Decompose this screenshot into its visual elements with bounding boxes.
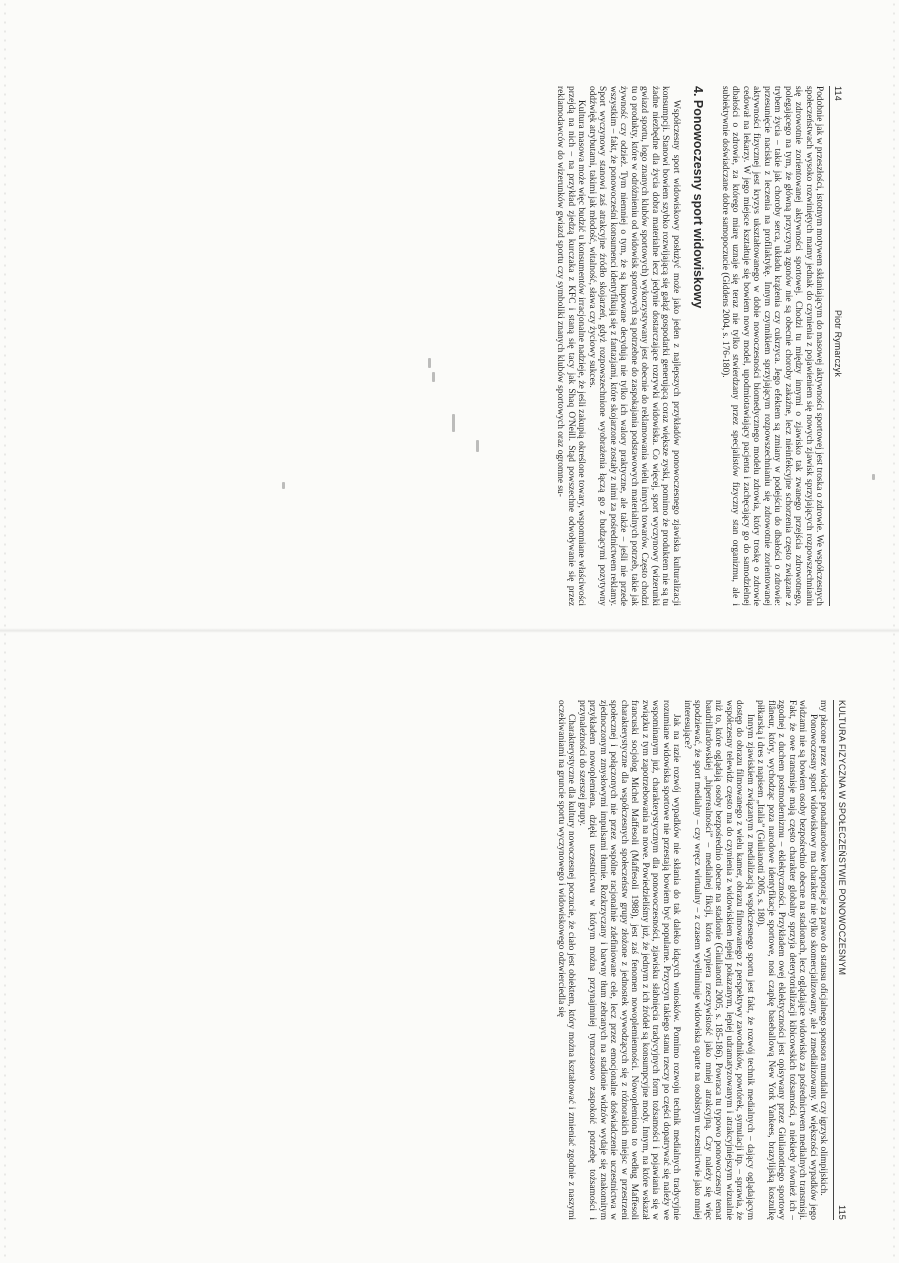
page-header (830, 86, 844, 606)
paragraph: Podobnie jak w przeszłości, istotnym motywem skłaniającym do masowej aktywności sportowej jest troska o zdrowie. We współczesnych społeczeństwach wysoko rozwiniętych mamy jednak do czynienia z pojawieniem się nowych zjawisk sprzyjających rozpowszechnianiu się zdrowotnie zorientowanej aktywności sportowej. Chodzi tu między innymi o zjawisko tak zwanego przejścia zdrowotnego, polegającego na tym, że główną przyczyną zgonów nie są obecnie choroby zakaźne, lecz nieinfekcyjne schorzenia często związane z trybem życia – takie jak choroby serca, układu krążenia czy cukrzyca. Jego efektem są zmiany w podejściu do dbałości o zdrowie: przesunięcie nacisku z leczenia na profilaktykę. Innym czynnikiem sprzyjającym rozpowszechnianiu się zdrowotnie zorientowanej aktywności fizycznej jest kryzys ukształtowanego w dobie nowoczesności biomedycznego modelu zdrowia, który troskę o zdrowie cedował na lekarzy. W jego miejsce kształtuje się bowiem nowy model, upodmiotawiający pacjenta i zachęcający go do samodzielnej dbałości o zdrowie, za którego miarę uznaje się teraz nie tylko stwierdzany przez specjalistów fizyczny stan organizmu, ale i subiektywnie doświadczane dobre samopoczucie (Giddens 2004, s. 176-180). (720, 86, 825, 606)
scan-speck (476, 440, 479, 452)
paragraph: Współczesny sport widowiskowy posłużyć może jako jeden z najlepszych przykładów ponowoczesnego zjawiska kulturalizacji konsumpcji. Stanowi bowiem szybko rozwijającą się gałąź gospodarki generującą coraz większe zyski, pomimo że produktem nie są tu żadne niezbędne dla życia dobra materialne lecz jedynie dostarczające rozrywki widowiska. Co więcej, sport wyczynowy (wizerunki gwiazd sportu, logo znanych klubów sportowych) wykorzystywany jest obecnie do reklamowania wielu innych towarów. Często chodzi tu o produkty, które w odróżnieniu od widowisk sportowych są potrzebne do zaspokajania podstawowych materialnych potrzeb, takie jak żywność czy odzież. Tym niemniej o tym, że są kupowane decydują nie tylko ich walory praktyczne, ale także – jeśli nie przede wszystkim – fakt, że ponowocześni konsumenci identyfikują się z fantazjami, które skojarzone zostały z nimi za pośrednictwem reklamy. Sport wyczynowy stanowi zaś atrakcyjne źródło skojarzeń, gdyż rozpowszechnione wyobrażenia łączą go z budzącymi pozytywny oddźwięk atrybutami, takimi jak młodość, witalność, sława czy życiowy sukces. (587, 86, 681, 606)
running-head-title: KULTURA FIZYCZNA W SPOŁECZEŃSTWIE PONOWOCZESNYM (837, 700, 847, 976)
section-heading: 4. Ponowoczesny sport widowiskowy (691, 86, 706, 309)
paragraph: Kultura masowa może więc budzić u konsumentów irracjonalne nadzieje, że jeśli zakupią określone towary, wspomniane właściwości przejdą na nich – na przykład zjedzą kurczaka z KFC i staną się tacy jak Shaq O'Neill. Stąd powszechne odwoływanie się przez reklamodawców do wizerunków gwiazd sportu czy symboliki znanych klubów sportowych oraz ogromne su- (555, 86, 587, 606)
paragraph: Ponowoczesny sport widowiskowy ma charakter nie tylko skomercjalizowany, ale i zmedializowany. W większości wypadków jego widzami nie są bowiem osoby bezpośrednio obecne na stadionach, lecz oglądające widowisko za pośrednictwem medialnych transmisji. Fakt, że owe transmisje mają często charakter globalny sprzyja deterytorializacji kibicowskich tożsamości, a niekiedy również ich – zgodnej z duchem postmodernizmu – eklektyczności. Przykładem owej eklektyczności jest opisywany przez Giulianottiego sportowy flâneur, który, wychodząc poza narodowe identyfikacje sportowe, nosi czapkę baseballową New York Yankees, brazylijską koszulkę piłkarską i dres z napisem „Italia” (Giulianotti 2005, s. 180). (755, 700, 818, 1220)
scan-speck (872, 474, 875, 480)
scan-speck (452, 414, 455, 432)
scan-speck (282, 482, 285, 489)
scan-speck (432, 372, 435, 382)
paragraph: Innym zjawiskiem związanym z medializacją współczesnego sportu jest fakt, że rozwój technik medialnych – dający oglądającym dostęp do obrazu filmowanego z wielu kamer, obrazu filmowanego z perspektywy zawodników, powtórek, symulacji itp. – sprawia, że współczesny telewidz często ma do czynienia z widowiskiem lepiej pokazanym, lepiej udramatyzowanym i atrakcyjniejszym wizualnie niż to, które oglądają osoby bezpośrednio obecne na stadionie (Giulianotti 2005, s. 185-186). Powraca tu typowo ponowoczesny temat baudrillardowskiej „hiperrealności” – medialnej fikcji, która wypiera rzeczywistość jako mniej atrakcyjną. Czy należy się więc spodziewać, że sport medialny – czy wręcz wirtualny – z czasem wyeliminuje widowiska oparte na osobistym uczestnictwie jako mniej interesujące? (682, 700, 755, 1220)
paragraph: my płacone przez wiodące ponadnarodowe korporacje za prawo do statusu oficjalnego sponsora mundialu czy igrzysk olimpijskich. (818, 700, 829, 1196)
scan-speck (428, 358, 431, 368)
page-header (834, 700, 848, 1220)
book-page-114 (483, 86, 843, 606)
paragraph: Charakterystyczne dla kultury nowoczesnej poczucie, że ciało jest obiektem, który można kształtować i zmieniać zgodnie z naszymi oczekiwaniami na gruncie sportu wyczynowego i widowiskowego odzwierciedla się (556, 700, 577, 1220)
page-number: 115 (837, 1205, 847, 1220)
running-head-author: Piotr Rymarczyk (833, 309, 843, 377)
paragraph: Jak na razie rozwój wypadków nie skłania do tak daleko idących wniosków. Pomimo rozwoju technik medialnych tradycyjnie rozumiane widowiska sportowe nie przestają bowiem być popularne. Przyczyn takiego stanu rzeczy po części dopatrywać się należy we wspominanym już, charakterystycznym dla ponowoczesności, zjawisku słabnięcia tradycyjnych form tożsamości i pojawiania się w związku z tym zapotrzebowania na nowe. Powiedzieliśmy już, że jednym z ich źródeł są konsumpcyjne mody. Innym, na które wskazał francuski socjolog Michel Maffesoli (Maffesoli 1988), jest zaś fenomen nowoplemienności. Nowoplemiona to według Maffesoli charakterystyczne dla współczesnych społeczeństw grupy złożone z jednostek wywodzących się z różnorakich miejsc w przestrzeni społecznej i połączonych nie przez wspólne racjonalnie zdefiniowane cele, lecz przez emocjonalne doświadczenie uczestnictwa w zjednoczonym zmysłowymi impulsami tłumie. Rozkrzyczany i barwny tłum zebranych na stadionie widzów wydaje się znakomitym przykładem nowoplemiena, dzięki uczestnictwu w którym można przynajmniej tymczasowo zaspokoić potrzebę tożsamości i przynależności do szerszej grupy. (577, 700, 682, 1220)
page-fold (0, 628, 899, 633)
book-page-115 (487, 700, 847, 1220)
page-number: 114 (833, 86, 843, 101)
